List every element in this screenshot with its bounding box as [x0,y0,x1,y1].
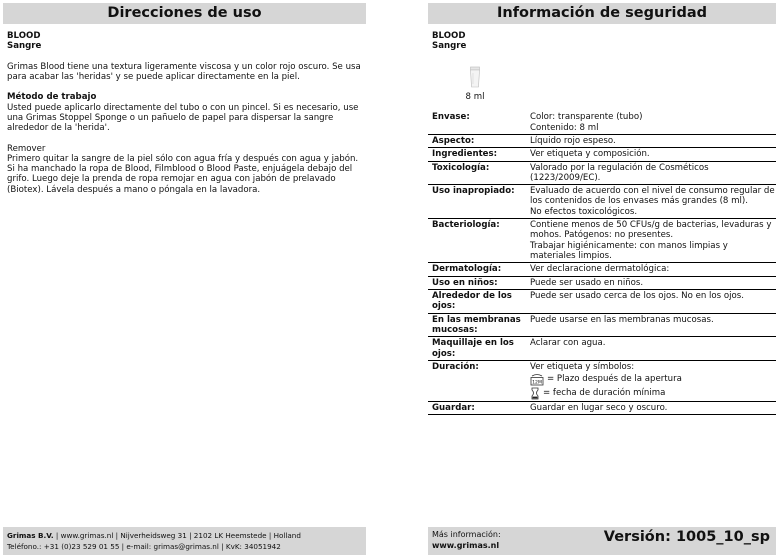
safety-row [428,148,776,161]
safety-product-name: BLOOD [432,31,466,41]
safety-row-label: Dermatología: [428,263,526,276]
safety-row-line: Ver declaracione dermatológica: [530,264,670,275]
safety-row-label: Alrededor de los ojos: [428,289,526,313]
safety-row-line: Color: transparente (tubo) [530,112,643,123]
safety-row-line: No efectos toxicológicos. [530,206,638,217]
safety-row [428,185,776,219]
safety-row [428,289,776,313]
safety-row-value [526,134,776,147]
safety-row-label: Aspecto: [428,134,526,147]
min-date-text: = fecha de duración mínima [543,388,666,399]
duration-intro: Ver etiqueta y símbolos: [530,361,635,372]
safety-row [428,313,776,337]
safety-row [428,276,776,289]
safety-row-line: Puede ser usado en niños. [530,277,644,288]
safety-title: Información de seguridad [428,3,776,24]
safety-row [428,134,776,147]
tube-figure [430,66,520,103]
footer-line-2: Teléfono.: +31 (0)23 529 01 55 | e-mail: grimas@grimas.nl | KvK: 34051942 [7,542,281,551]
safety-row-duration [428,360,776,401]
safety-row [428,337,776,361]
open-jar-icon [530,373,544,386]
intro-text: Grimas Blood tiene una textura ligeramente viscosa y un color rojo oscuro. Se usa para acabar las 'heridas' y se puede aplicar directamente en la piel. [7,61,361,82]
product-subtitle: Sangre [7,41,42,52]
remove-text-clothes: Si ha manchado la ropa de Blood, Filmblood o Blood Paste, enjuágela debajo del grifo. Luego deje la prenda de ropa remojar en agua con jabón de prelavado (Biotex). Lávela después a mano o póngala en la lavadora. [7,164,353,195]
remove-heading: Remover [7,143,46,154]
min-date-symbol-row [530,387,776,400]
info-footer [428,527,776,555]
tube-icon [469,66,481,91]
storage-value: Guardar en lugar seco y oscuro. [526,402,776,415]
safety-row-label: En las membranas mucosas: [428,313,526,337]
duration-value [526,360,776,401]
duration-label: Duración: [428,360,526,401]
safety-row [428,111,776,134]
svg-text:12M: 12M [532,380,542,386]
safety-row-value [526,148,776,161]
product-name: BLOOD [7,31,41,41]
safety-row-value [526,337,776,361]
website-link[interactable]: www.grimas.nl [432,541,500,550]
directions-title: Direcciones de uso [3,3,366,24]
safety-column [428,0,776,415]
more-info-label: Más información: [432,530,501,539]
directions-column [3,0,366,195]
safety-table [428,111,776,415]
safety-row-value [526,161,776,185]
safety-row-line: Líquido rojo espeso. [530,135,616,146]
safety-product-block [432,31,773,52]
safety-row-label: Toxicología: [428,161,526,185]
safety-row-line: Trabajar higiénicamente: con manos limpias y materiales limpios. [530,240,728,261]
safety-row-line: Evaluado de acuerdo con el nivel de consumo regular de los contenidos de los envases más grandes (8 ml). [530,186,775,207]
safety-row-line: Ver etiqueta y composición. [530,149,650,160]
safety-row-line: Contiene menos de 50 CFUs/g de bacterias, levaduras y mohos. Patógenos: no presentes. [530,220,772,241]
safety-row-value [526,185,776,219]
safety-row [428,263,776,276]
safety-row-label: Uso inapropiado: [428,185,526,219]
tube-volume: 8 ml [465,91,485,102]
pao-text: = Plazo después de la apertura [547,374,682,385]
company-footer [3,527,366,555]
safety-row-value [526,313,776,337]
safety-row-label: Ingredientes: [428,148,526,161]
safety-row-value [526,276,776,289]
safety-row [428,219,776,263]
version-label: Versión: 1005_10_sp [603,529,770,545]
remove-text-skin: Primero quitar la sangre de la piel sólo con agua fría y después con agua y jabón. [7,153,359,164]
safety-row-line: Valorado por la regulación de Cosméticos (1223/2009/EC). [530,162,709,183]
method-heading: Método de trabajo [7,92,97,103]
safety-row-line: Puede usarse en las membranas mucosas. [530,314,714,325]
safety-row-label: Uso en niños: [428,276,526,289]
safety-row-label: Envase: [428,111,526,134]
safety-row [428,161,776,185]
safety-row-value [526,289,776,313]
safety-row-label: Bacteriología: [428,219,526,263]
safety-row-line: Contenido: 8 ml [530,122,599,133]
hourglass-icon [530,387,540,400]
product-name-block [7,31,363,52]
safety-product-subtitle: Sangre [432,41,467,52]
company-name: Grimas B.V. [7,531,54,540]
company-address: | www.grimas.nl | Nijverheidsweg 31 | 2102 LK Heemstede | Holland [53,531,301,540]
safety-row-value [526,111,776,134]
safety-row-label: Maquillaje en los ojos: [428,337,526,361]
pao-symbol-row [530,373,776,386]
method-text: Usted puede aplicarlo directamente del tubo o con un pincel. Si es necesario, use una Grimas Stoppel Sponge o un pañuelo de papel para dispersar la sangre alrededor de la 'herida'. [7,102,359,134]
storage-label: Guardar: [428,402,526,415]
safety-row-line: Aclarar con agua. [530,338,606,349]
safety-row-storage [428,402,776,415]
safety-row-value [526,219,776,263]
safety-row-value [526,263,776,276]
safety-row-line: Puede ser usado cerca de los ojos. No en los ojos. [530,290,745,301]
footer-line-1 [7,530,366,541]
